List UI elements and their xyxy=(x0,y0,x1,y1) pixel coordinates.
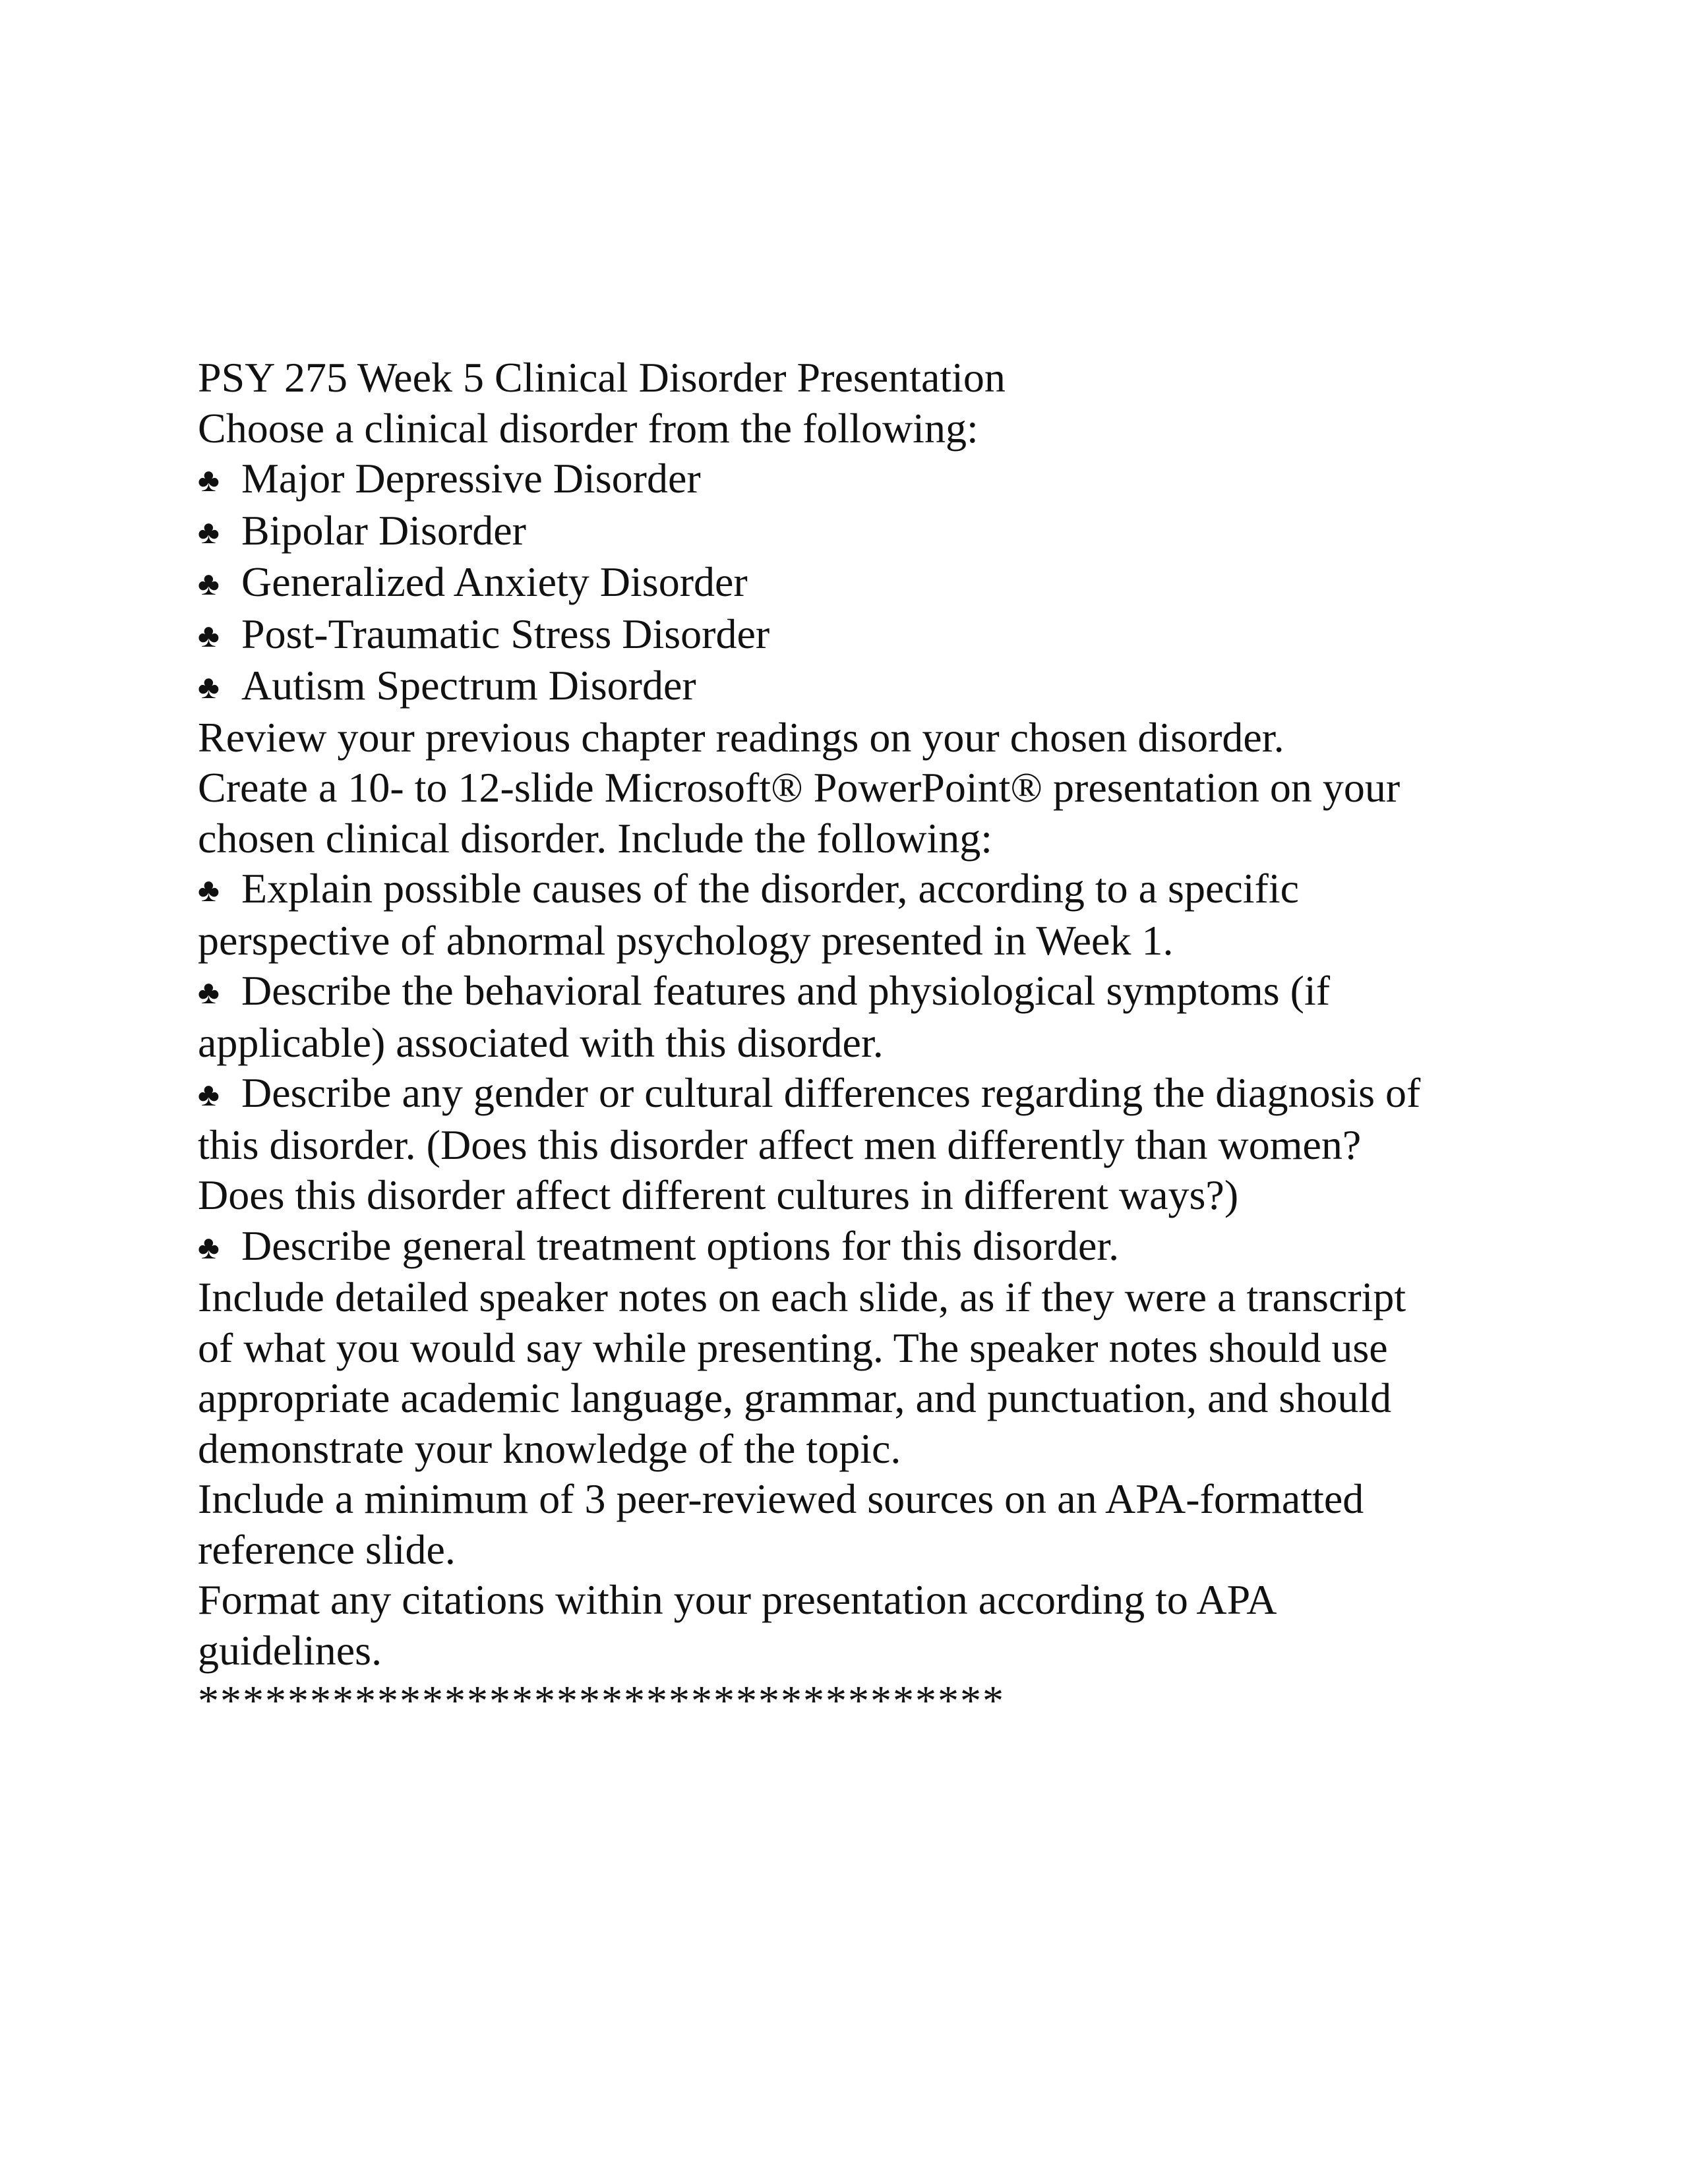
speaker-notes-paragraph xyxy=(198,1272,1490,1474)
requirement-text: perspective of abnormal psychology presented in Week 1. xyxy=(198,916,1174,964)
requirement-item xyxy=(198,966,1490,1068)
asterisk-separator: ************************************ xyxy=(198,1677,1005,1724)
disorder-item xyxy=(198,609,1490,661)
club-bullet-icon: ♣ xyxy=(198,461,220,498)
club-bullet-icon: ♣ xyxy=(198,668,220,705)
document-title: PSY 275 Week 5 Clinical Disorder Presentation xyxy=(198,354,1006,401)
intro-line: Choose a clinical disorder from the following: xyxy=(198,404,979,452)
requirement-item xyxy=(198,1221,1490,1273)
paragraph-line: Include a minimum of 3 peer-reviewed sources on an APA-formatted xyxy=(198,1475,1364,1522)
disorder-item xyxy=(198,557,1490,609)
disorder-label: Bipolar Disorder xyxy=(241,506,526,554)
create-line: Create a 10- to 12-slide Microsoft® PowerPoint® presentation on your xyxy=(198,764,1401,811)
requirement-list xyxy=(198,864,1490,1272)
club-bullet-icon: ♣ xyxy=(198,513,220,550)
sources-paragraph xyxy=(198,1474,1490,1575)
club-bullet-icon: ♣ xyxy=(198,565,220,602)
club-bullet-icon: ♣ xyxy=(198,1076,220,1113)
requirement-text: Describe any gender or cultural differences regarding the diagnosis of xyxy=(241,1069,1421,1116)
citations-paragraph xyxy=(198,1575,1490,1676)
paragraph-line: Include detailed speaker notes on each slide, as if they were a transcript xyxy=(198,1274,1406,1320)
club-bullet-icon: ♣ xyxy=(198,1228,220,1266)
paragraph-line: guidelines. xyxy=(198,1626,382,1674)
requirement-item xyxy=(198,1068,1490,1221)
requirement-text: Does this disorder affect different cultures in different ways?) xyxy=(198,1171,1239,1218)
paragraph-line: appropriate academic language, grammar, and punctuation, and should xyxy=(198,1374,1392,1421)
requirement-text: Explain possible causes of the disorder, according to a specific xyxy=(241,865,1300,912)
club-bullet-icon: ♣ xyxy=(198,616,220,654)
requirement-text: Describe general treatment options for this disorder. xyxy=(241,1222,1120,1269)
requirement-text: this disorder. (Does this disorder affect men differently than women? xyxy=(198,1121,1362,1168)
requirement-text: applicable) associated with this disorder. xyxy=(198,1018,884,1066)
club-bullet-icon: ♣ xyxy=(198,871,220,908)
review-line: Review your previous chapter readings on your chosen disorder. xyxy=(198,713,1284,761)
requirement-item xyxy=(198,864,1490,966)
paragraph-line: of what you would say while presenting. The speaker notes should use xyxy=(198,1324,1388,1371)
disorder-label: Autism Spectrum Disorder xyxy=(241,662,696,709)
disorder-list xyxy=(198,454,1490,713)
disorder-item xyxy=(198,454,1490,506)
requirement-text: Describe the behavioral features and physiological symptoms (if xyxy=(241,967,1331,1014)
disorder-label: Generalized Anxiety Disorder xyxy=(241,558,748,605)
paragraph-line: Format any citations within your presentation according to APA xyxy=(198,1576,1277,1623)
create-line: chosen clinical disorder. Include the following: xyxy=(198,814,992,862)
club-bullet-icon: ♣ xyxy=(198,974,220,1011)
paragraph-line: reference slide. xyxy=(198,1525,456,1573)
disorder-item xyxy=(198,506,1490,558)
disorder-item xyxy=(198,661,1490,713)
paragraph-line: demonstrate your knowledge of the topic. xyxy=(198,1425,901,1472)
document-body xyxy=(198,353,1490,1727)
disorder-label: Major Depressive Disorder xyxy=(241,455,701,502)
disorder-label: Post-Traumatic Stress Disorder xyxy=(241,610,770,657)
